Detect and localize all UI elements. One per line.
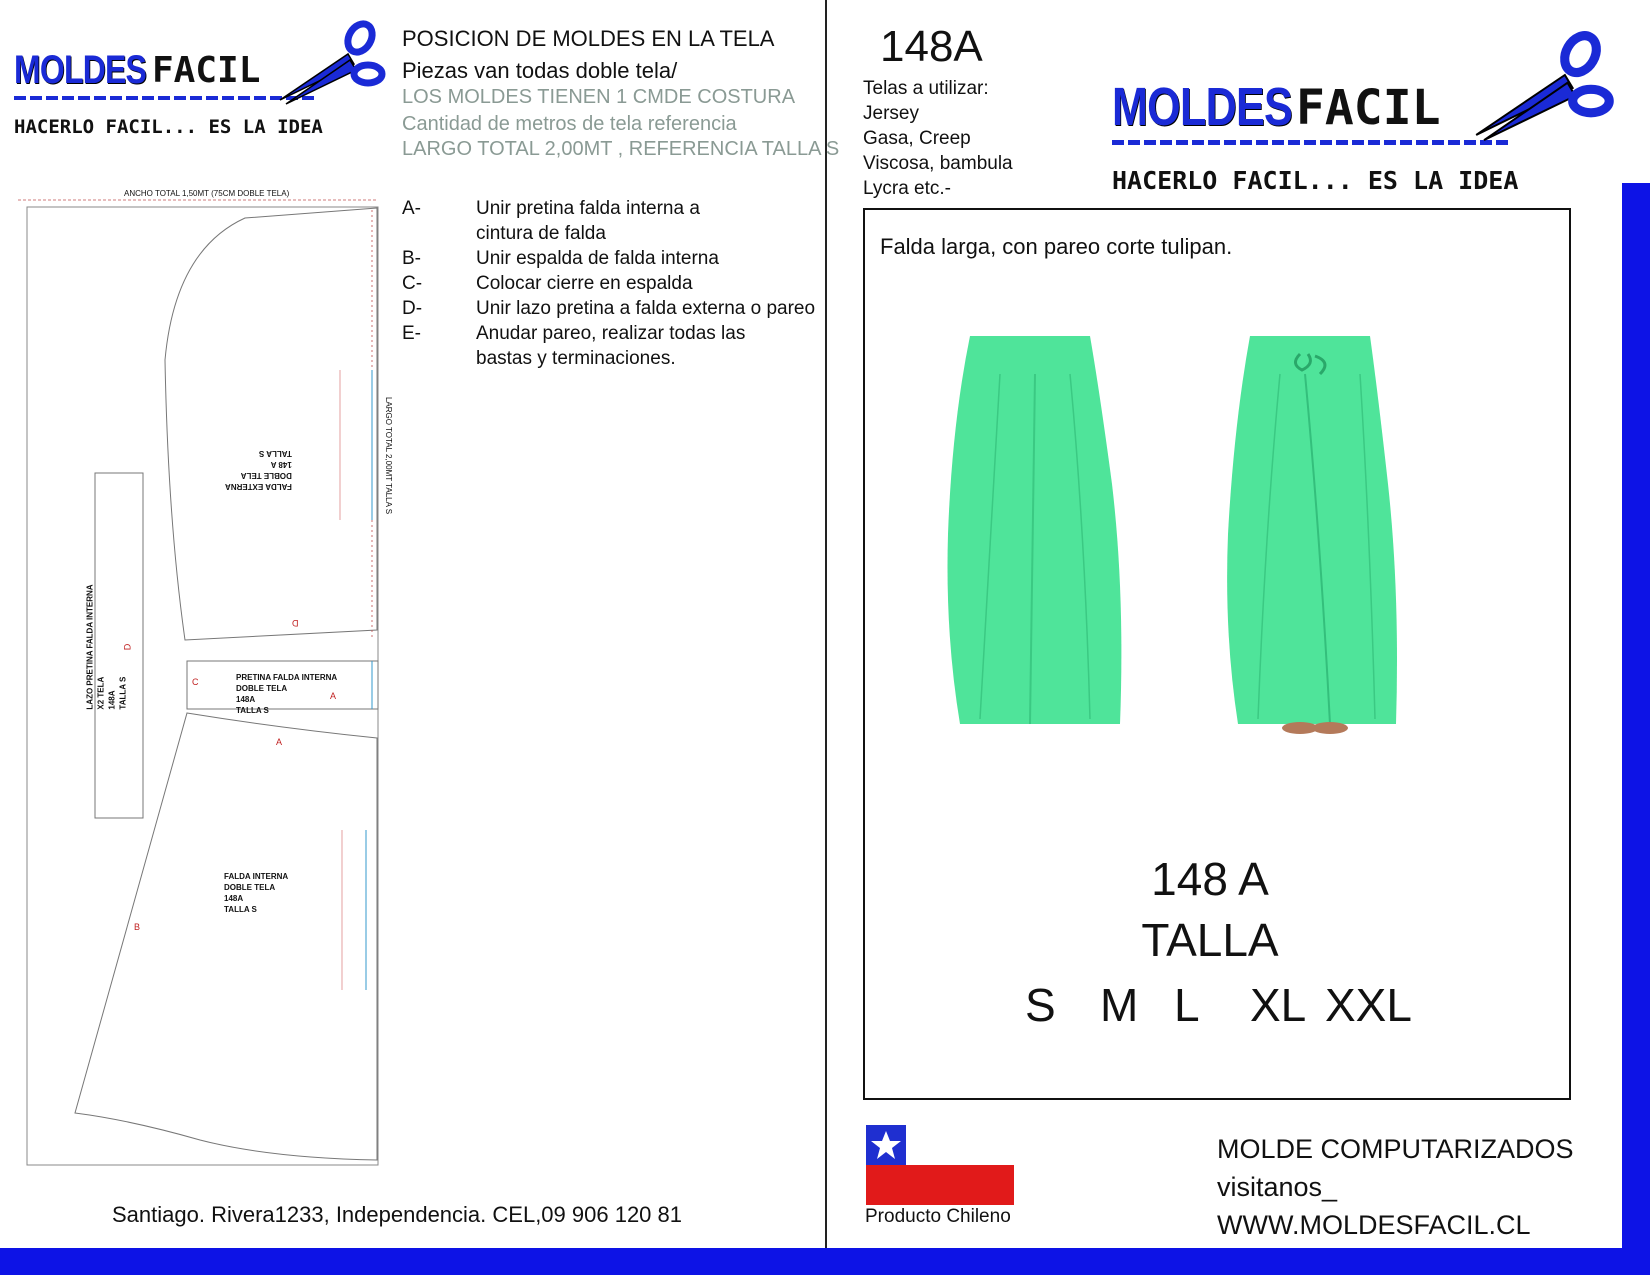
logo-tagline: HACERLO FACIL... ES LA IDEA (14, 116, 323, 138)
mark-c: C (192, 677, 199, 687)
contact-block: MOLDE COMPUTARIZADOS visitanos_ WWW.MOLDESFACIL.CL (1217, 1130, 1574, 1244)
logo-underline (1112, 140, 1512, 145)
logo-right (1112, 28, 1632, 198)
waistband-label: PRETINA FALDA INTERNA DOBLE TELA 148A TALLA S (236, 673, 338, 715)
mark-a-band: A (330, 691, 337, 701)
instruction-steps: A- Unir pretina falda interna a cintura de falda B- Unir espalda de falda interna C- Colocar cierre en espalda D- Unir lazo pretina a falda externa o pareo E- Anudar pareo, realizar todas las bastas y terminaciones. (402, 198, 816, 369)
size-title: TALLA (1141, 914, 1279, 966)
size-code: 148 A (1151, 853, 1269, 905)
logo-tagline: HACERLO FACIL... ES LA IDEA (1112, 166, 1519, 195)
pattern-length-label: LARGO TOTAL 2,00MT TALLA S (384, 396, 394, 515)
tie-label: LAZO PRETINA FALDA INTERNA X2 TELA 148A TALLA S (85, 584, 128, 710)
logo-moldes-text: MOLDES (1112, 77, 1293, 137)
inner-skirt-label: FALDA INTERNA DOBLE TELA 148A TALLA S (224, 872, 289, 914)
size-xxl: XXL (1325, 979, 1412, 1031)
header-line-1: POSICION DE MOLDES EN LA TELA (402, 26, 775, 51)
mark-d-outer: D (292, 618, 299, 628)
step-a: A- Unir pretina falda interna a (402, 198, 700, 219)
product-description: Falda larga, con pareo corte tulipan. (880, 234, 1233, 259)
fabric-list: Telas a utilizar: Jersey Gasa, Creep Viscosa, bambula Lycra etc.- (863, 78, 1013, 199)
chile-flag-icon (866, 1125, 1014, 1205)
mark-d-tie: D (122, 643, 133, 651)
size-m: M (1100, 979, 1139, 1031)
step-e: E- Anudar pareo, realizar todas las (402, 323, 746, 344)
header-line-5: LARGO TOTAL 2,00MT , REFERENCIA TALLA S (402, 138, 840, 160)
logo-facil-text: FACIL (1296, 80, 1441, 136)
header-line-2: Piezas van todas doble tela/ (402, 58, 678, 83)
pattern-code: 148A (880, 22, 983, 71)
page-divider (825, 0, 827, 1275)
size-s: S (1025, 979, 1056, 1031)
header-line-3: LOS MOLDES TIENEN 1 CMDE COSTURA (402, 86, 796, 108)
flag-caption: Producto Chileno (865, 1206, 1011, 1227)
scissors-icon (1464, 28, 1624, 148)
skirt-front-image (940, 334, 1130, 734)
logo-moldes-text: MOLDES (14, 48, 147, 92)
website-link[interactable]: WWW.MOLDESFACIL.CL (1217, 1210, 1531, 1240)
size-xl: XL (1250, 979, 1307, 1031)
step-d: D- Unir lazo pretina a falda externa o pareo (402, 298, 816, 319)
step-b: B- Unir espalda de falda interna (402, 248, 719, 269)
bottom-blue-bar (0, 1248, 1650, 1275)
pattern-layout (0, 0, 420, 1180)
skirt-back-image (1220, 334, 1410, 734)
mark-a-inner: A (276, 737, 283, 747)
step-c: C- Colocar cierre en espalda (402, 273, 693, 294)
logo-facil-text: FACIL (152, 50, 261, 91)
address-footer: Santiago. Rivera1233, Independencia. CEL,09 906 120 81 (112, 1202, 682, 1227)
mark-b: B (134, 922, 141, 932)
right-blue-bar (1622, 183, 1650, 1248)
size-l: L (1174, 979, 1200, 1031)
pattern-width-label: ANCHO TOTAL 1,50MT (75CM DOBLE TELA) (124, 189, 290, 198)
outer-skirt-label: FALDA EXTERNA DOBLE TELA 148 A TALLA S (225, 449, 292, 491)
header-line-4: Cantidad de metros de tela referencia (402, 113, 737, 135)
